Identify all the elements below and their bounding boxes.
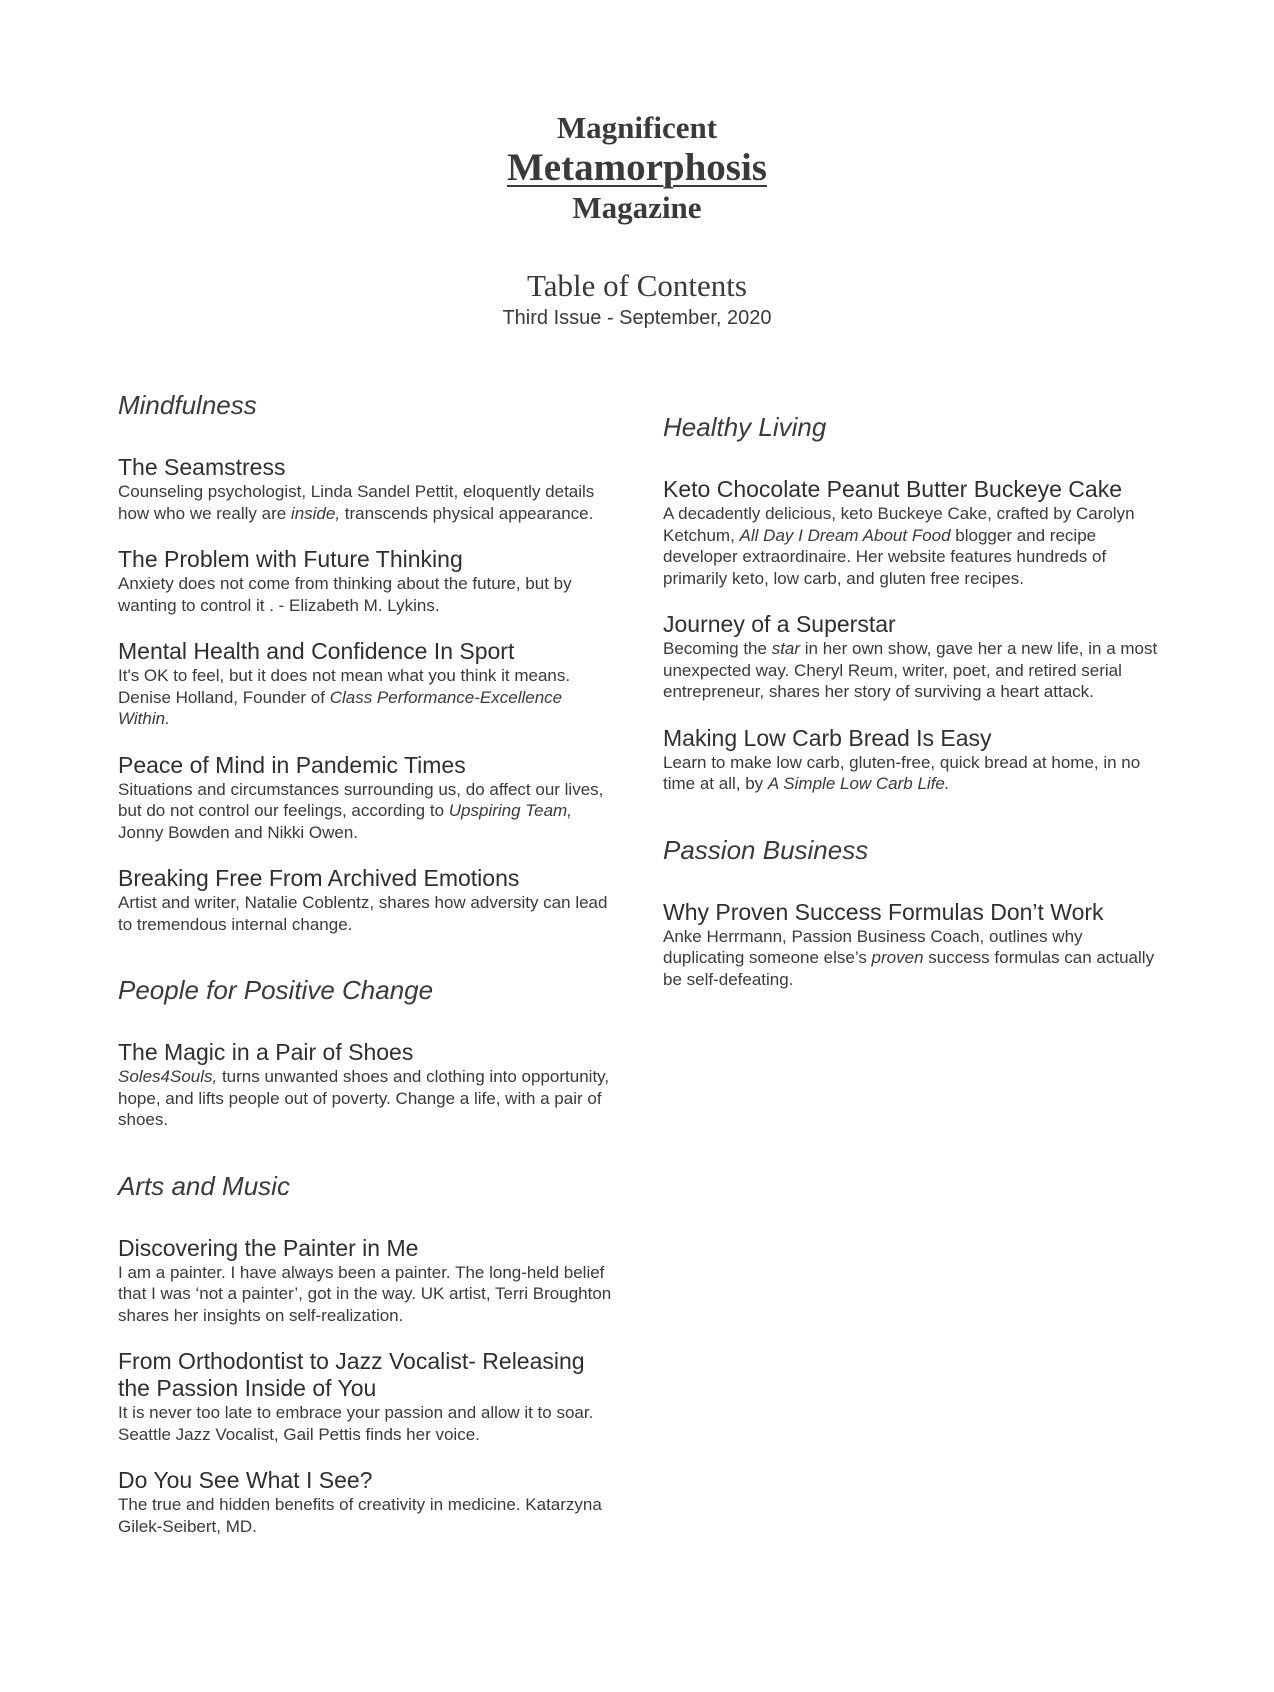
article-description: [118, 779, 618, 844]
description-text: Jonny Bowden and Nikki Owen.: [118, 822, 359, 842]
toc-issue-date: Third Issue - September, 2020: [502, 307, 772, 329]
article-title: Peace of Mind in Pandemic Times: [118, 751, 466, 778]
section-healthy-living: [663, 412, 1163, 795]
masthead-line-magazine: Magazine: [572, 190, 702, 225]
toc-entry: [118, 1467, 618, 1537]
description-text: The true and hidden benefits of creativity in medicine. Katarzyna Gilek-Seibert, MD.: [118, 1495, 602, 1536]
section-mindfulness: [118, 390, 618, 935]
article-description: [118, 892, 618, 935]
article-description: [663, 503, 1163, 589]
description-text: A decadently delicious, keto Buckeye Cake, crafted by Carolyn Ketchum,: [663, 504, 1135, 545]
toc-entry: [663, 725, 1163, 795]
section-heading: People for Positive Change: [118, 975, 434, 1005]
description-italic-text: All Day I Dream About Food: [739, 525, 951, 545]
left-column: [118, 390, 618, 1559]
section-people-for-positive-change: [118, 975, 618, 1131]
description-text: transcends physical appearance.: [340, 503, 594, 523]
article-title: Breaking Free From Archived Emotions: [118, 865, 520, 891]
description-text: It's OK to feel, but it does not mean what you think it means. Denise Holland, Founder of: [118, 666, 571, 707]
description-italic-text: Class Performance-Excellence Within.: [118, 687, 563, 728]
section-passion-business: [663, 835, 1163, 991]
article-description: [118, 481, 618, 524]
article-title: The Seamstress: [118, 454, 286, 480]
toc-entry: [663, 476, 1163, 589]
toc-entry: [118, 865, 618, 935]
toc-entry: [118, 1039, 618, 1131]
description-italic-text: inside,: [290, 503, 341, 523]
masthead-line-metamorphosis: [0, 145, 1274, 190]
section-heading: Mindfulness: [118, 390, 257, 420]
toc-entry: [118, 1348, 618, 1445]
article-description: [663, 926, 1163, 991]
article-title: Why Proven Success Formulas Don’t Work: [663, 898, 1104, 925]
article-title: Mental Health and Confidence In Sport: [118, 638, 515, 664]
description-text: Artist and writer, Natalie Coblentz, shares how adversity can lead to tremendous internal change.: [118, 893, 608, 934]
section-arts-and-music: [118, 1171, 618, 1538]
article-description: [118, 573, 618, 616]
section-heading: Healthy Living: [663, 412, 827, 442]
description-text: turns unwanted shoes and clothing into opportunity, hope, and lifts people out of poverty. Change a life, with a pair of shoes.: [118, 1067, 610, 1129]
article-title: Keto Chocolate Peanut Butter Buckeye Cake: [663, 476, 1123, 502]
description-text: Situations and circumstances surrounding us, do affect our lives, but do not control our feelings, according to: [118, 779, 604, 820]
article-title: The Problem with Future Thinking: [118, 546, 463, 572]
description-italic-text: proven: [871, 948, 924, 967]
description-text: success formulas can actually be self-defeating.: [663, 948, 1155, 989]
toc-entry: [118, 1235, 618, 1327]
description-text: Anke Herrmann, Passion Business Coach, outlines why duplicating someone else’s: [663, 926, 1083, 967]
article-title: Making Low Carb Bread Is Easy: [663, 724, 992, 751]
right-column: [663, 412, 1163, 1012]
article-description: [663, 752, 1163, 795]
article-title: From Orthodontist to Jazz Vocalist- Releasing the Passion Inside of You: [118, 1348, 585, 1401]
description-text: I am a painter. I have always been a painter. The long-held belief that I was ‘not a painter’, got in the way. UK artist, Terri Broughton shares her insights on self-realization.: [118, 1262, 612, 1325]
description-text: in her own show, gave her a new life, in a most unexpected way. Cheryl Reum, writer, poet, and retired serial entrepreneur, shares her story of surviving a heart attack.: [663, 639, 1158, 701]
article-title: Do You See What I See?: [118, 1467, 373, 1493]
masthead-title: Metamorphosis: [507, 146, 767, 189]
article-description: [118, 1066, 618, 1131]
description-text: Counseling psychologist, Linda Sandel Pettit, eloquently details how who we really are: [118, 482, 595, 523]
section-heading: Passion Business: [663, 834, 869, 865]
article-description: [118, 665, 618, 730]
article-description: [118, 1262, 618, 1327]
toc-entry: [663, 611, 1163, 703]
article-description: [663, 638, 1163, 703]
toc-entry: [118, 454, 618, 524]
toc-entry: [118, 638, 618, 730]
masthead-line-magnificent: Magnificent: [556, 110, 718, 145]
toc-entry: [663, 899, 1163, 991]
description-text: It is never too late to embrace your passion and allow it to soar. Seattle Jazz Vocalist, Gail Pettis finds her voice.: [118, 1403, 594, 1444]
description-italic-text: Soles4Souls,: [118, 1067, 218, 1086]
toc-entry: [118, 546, 618, 616]
article-description: [118, 1494, 618, 1537]
description-italic-text: star: [771, 639, 801, 658]
section-heading: Arts and Music: [118, 1170, 290, 1201]
description-text: Anxiety does not come from thinking about the future, but by wanting to control it . - Elizabeth M. Lykins.: [118, 574, 572, 615]
article-title: Journey of a Superstar: [663, 611, 896, 637]
toc-title: Table of Contents: [527, 268, 747, 303]
article-description: [118, 1402, 618, 1445]
description-text: Learn to make low carb, gluten-free, quick bread at home, in no time at all, by: [663, 752, 1141, 793]
description-text: Becoming the: [663, 639, 772, 658]
description-italic-text: Upspiring Team,: [448, 801, 572, 820]
description-text: blogger and recipe developer extraordinaire. Her website features hundreds of primarily keto, low carb, and gluten free recipes.: [663, 525, 1107, 588]
article-title: Discovering the Painter in Me: [118, 1234, 419, 1261]
description-italic-text: A Simple Low Carb Life.: [767, 774, 950, 793]
toc-entry: [118, 752, 618, 844]
article-title: The Magic in a Pair of Shoes: [118, 1039, 414, 1065]
